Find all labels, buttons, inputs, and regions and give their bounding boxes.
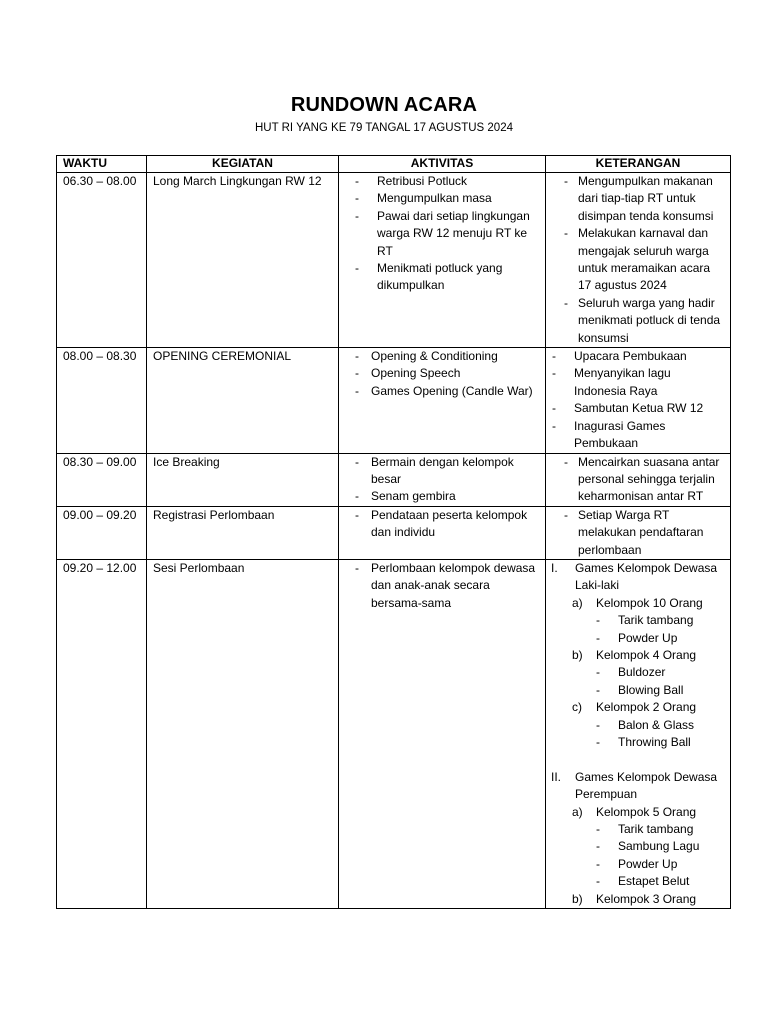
list-item: - Buldozer [596, 664, 724, 681]
sub-item [572, 699, 724, 716]
list-item: - Tarik tambang [596, 612, 724, 629]
list-item: - Bermain dengan kelompok besar [345, 454, 539, 489]
cell-waktu: 06.30 – 08.00 [57, 173, 147, 348]
sub-item [572, 595, 724, 612]
cell-aktivitas [339, 173, 546, 348]
sub-number: c) [572, 700, 582, 715]
games-list [572, 821, 724, 891]
list-item: - Blowing Ball [596, 682, 724, 699]
cell-keterangan [546, 173, 731, 348]
roman-item [551, 769, 724, 804]
list-item: - Menyanyikan lagu Indonesia Raya [552, 365, 724, 400]
list-item: - Opening Speech [345, 365, 539, 382]
document-title: RUNDOWN ACARA [290, 94, 478, 116]
sub-label: Kelompok 4 Orang [596, 647, 697, 662]
cell-waktu: 08.30 – 09.00 [57, 453, 147, 506]
list-item: - Setiap Warga RT melakukan pendaftaran perlombaan [552, 507, 724, 559]
list-item: - Seluruh warga yang hadir menikmati potluck di tenda konsumsi [552, 295, 724, 347]
cell-aktivitas [339, 348, 546, 453]
cell-kegiatan: Sesi Perlombaan [147, 559, 339, 908]
header-waktu: WAKTU [57, 156, 147, 173]
rundown-table [56, 155, 731, 909]
table-row [57, 173, 731, 348]
header-kegiatan: KEGIATAN [147, 156, 339, 173]
sub-list [572, 595, 724, 752]
list-item: - Mencairkan suasana antar personal sehingga terjalin keharmonisan antar RT [552, 454, 724, 506]
cell-waktu: 09.00 – 09.20 [57, 506, 147, 559]
list-item: - Powder Up [596, 856, 724, 873]
cell-keterangan [546, 559, 731, 908]
list-item: - Balon & Glass [596, 717, 724, 734]
list-item: - Senam gembira [345, 488, 539, 505]
sub-number: b) [572, 647, 583, 662]
list-item: - Games Opening (Candle War) [345, 383, 539, 400]
sub-item [572, 891, 724, 908]
sub-item [572, 804, 724, 821]
roman-item [551, 560, 724, 595]
roman-label: Games Kelompok Dewasa Perempuan [575, 769, 718, 802]
cell-keterangan [546, 348, 731, 453]
cell-kegiatan: Registrasi Perlombaan [147, 506, 339, 559]
sub-number: a) [572, 595, 583, 610]
list-item: - Tarik tambang [596, 821, 724, 838]
cell-aktivitas [339, 453, 546, 506]
spacer [551, 751, 724, 768]
list-item: - Pawai dari setiap lingkungan warga RW 12 menuju RT ke RT [345, 208, 539, 260]
list-item: - Sambung Lagu [596, 838, 724, 855]
list-item: - Upacara Pembukaan [552, 348, 724, 365]
header-keterangan: KETERANGAN [546, 156, 731, 173]
cell-keterangan [546, 453, 731, 506]
list-item: - Menikmati potluck yang dikumpulkan [345, 260, 539, 295]
list-item: - Throwing Ball [596, 734, 724, 751]
games-list [572, 612, 724, 647]
list-item: - Pendataan peserta kelompok dan individu [345, 507, 539, 542]
games-list [572, 717, 724, 752]
roman-number: II. [551, 769, 562, 784]
list-item: - Inagurasi Games Pembukaan [552, 418, 724, 453]
roman-label: Games Kelompok Dewasa Laki-laki [575, 560, 718, 593]
list-item: - Mengumpulkan masa [345, 190, 539, 207]
cell-kegiatan: Long March Lingkungan RW 12 [147, 173, 339, 348]
roman-number: I. [551, 560, 558, 575]
table-row [57, 453, 731, 506]
table-row [57, 559, 731, 908]
cell-kegiatan: Ice Breaking [147, 453, 339, 506]
cell-waktu: 09.20 – 12.00 [57, 559, 147, 908]
list-item: - Melakukan karnaval dan mengajak seluruh warga untuk meramaikan acara 17 agustus 2024 [552, 225, 724, 295]
sub-number: a) [572, 804, 583, 819]
list-item: - Retribusi Potluck [345, 173, 539, 190]
list-item: - Estapet Belut [596, 873, 724, 890]
list-item: - Mengumpulkan makanan dari tiap-tiap RT untuk disimpan tenda konsumsi [552, 173, 724, 225]
sub-label: Kelompok 5 Orang [596, 804, 697, 819]
table-header-row [57, 156, 731, 173]
document-subtitle: HUT RI YANG KE 79 TANGAL 17 AGUSTUS 2024 [254, 122, 513, 134]
games-list [572, 664, 724, 699]
cell-kegiatan: OPENING CEREMONIAL [147, 348, 339, 453]
cell-waktu: 08.00 – 08.30 [57, 348, 147, 453]
list-item: - Sambutan Ketua RW 12 [552, 400, 724, 417]
table-row [57, 506, 731, 559]
sub-label: Kelompok 10 Orang [596, 595, 703, 610]
cell-aktivitas [339, 506, 546, 559]
list-item: - Powder Up [596, 630, 724, 647]
header-aktivitas: AKTIVITAS [339, 156, 546, 173]
sub-list [572, 804, 724, 908]
cell-aktivitas [339, 559, 546, 908]
sub-item [572, 647, 724, 664]
table-row [57, 348, 731, 453]
cell-keterangan [546, 506, 731, 559]
sub-number: b) [572, 891, 583, 906]
sub-label: Kelompok 3 Orang [596, 891, 697, 906]
list-item: - Opening & Conditioning [345, 348, 539, 365]
sub-label: Kelompok 2 Orang [596, 700, 697, 715]
list-item: - Perlombaan kelompok dewasa dan anak-anak secara bersama-sama [345, 560, 539, 612]
